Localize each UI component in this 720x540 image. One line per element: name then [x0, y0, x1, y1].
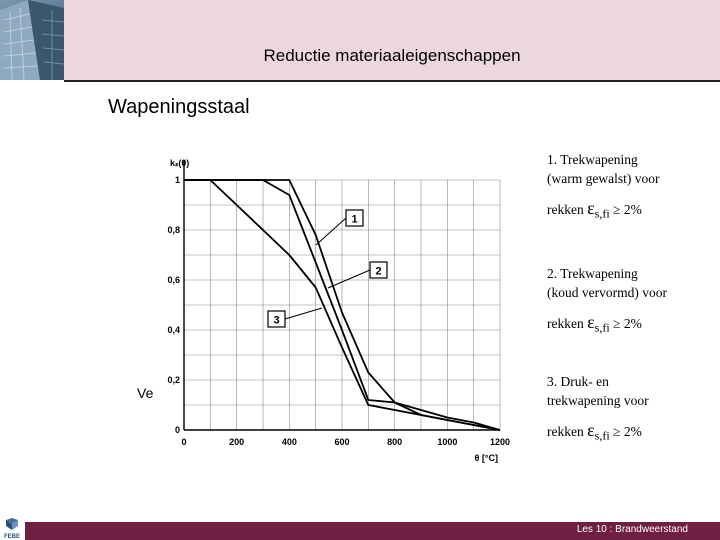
y-tick-label: 0 [174, 425, 180, 435]
page-title: Reductie materiaaleigenschappen [263, 46, 521, 65]
footer-bar [25, 522, 720, 540]
chart-tick-labels [167, 158, 510, 463]
x-tick-label: 1200 [489, 437, 511, 447]
chart-grid [184, 180, 500, 430]
legend-item-2 [547, 264, 667, 338]
callout-number: 1 [351, 213, 358, 226]
legend-condition: rekken $\varepsilon_{s,fi} \ge 2\%$ [547, 312, 642, 335]
y-axis-label: kₛ(θ) [170, 158, 190, 168]
x-axis-label: θ [°C] [474, 453, 498, 463]
header-bar [0, 0, 720, 80]
callout-leader [316, 218, 346, 245]
legend-item-title: 2. Trekwapening [547, 266, 638, 281]
callout-leader [285, 308, 322, 319]
callout-number: 3 [273, 314, 280, 327]
x-tick-label: 0 [181, 437, 187, 447]
svg-text:FEBE: FEBE [3, 534, 21, 540]
y-tick-label: 0,4 [167, 325, 180, 335]
legend-item-3 [547, 372, 649, 446]
x-tick-label: 400 [281, 437, 297, 447]
legend-item-title: (koud vervormd) voor [547, 285, 667, 300]
callout-1 [316, 210, 363, 245]
y-tick-label: 1 [174, 175, 180, 185]
callout-2 [328, 262, 387, 288]
header-divider [64, 80, 720, 82]
callout-number: 2 [375, 265, 382, 278]
callout-3 [268, 308, 322, 327]
febe-logo [0, 518, 24, 540]
legend-item-title: trekwapening voor [547, 393, 649, 408]
text-fragment: Ve [137, 385, 154, 401]
x-tick-label: 200 [229, 437, 245, 447]
legend-item-1 [547, 150, 659, 224]
x-tick-label: 800 [387, 437, 403, 447]
footer-text: Les 10 : Brandweerstand [576, 524, 688, 535]
section-title: Wapeningsstaal [108, 96, 250, 118]
y-tick-label: 0,2 [167, 375, 180, 385]
callout-leader [328, 270, 370, 288]
y-tick-label: 0,6 [167, 275, 180, 285]
legend-item-title: (warm gewalst) voor [547, 171, 660, 186]
legend-condition: rekken $\varepsilon_{s,fi} \ge 2\%$ [547, 420, 642, 443]
legend-item-title: 3. Druk- en [547, 374, 609, 389]
x-tick-label: 600 [334, 437, 350, 447]
reduction-chart [156, 150, 511, 470]
legend-condition: rekken $\varepsilon_{s,fi} \ge 2\%$ [547, 198, 642, 221]
x-tick-label: 1000 [437, 437, 458, 447]
legend-item-title: 1. Trekwapening [547, 152, 638, 167]
y-tick-label: 0,8 [167, 225, 180, 235]
building-photo [0, 0, 64, 80]
